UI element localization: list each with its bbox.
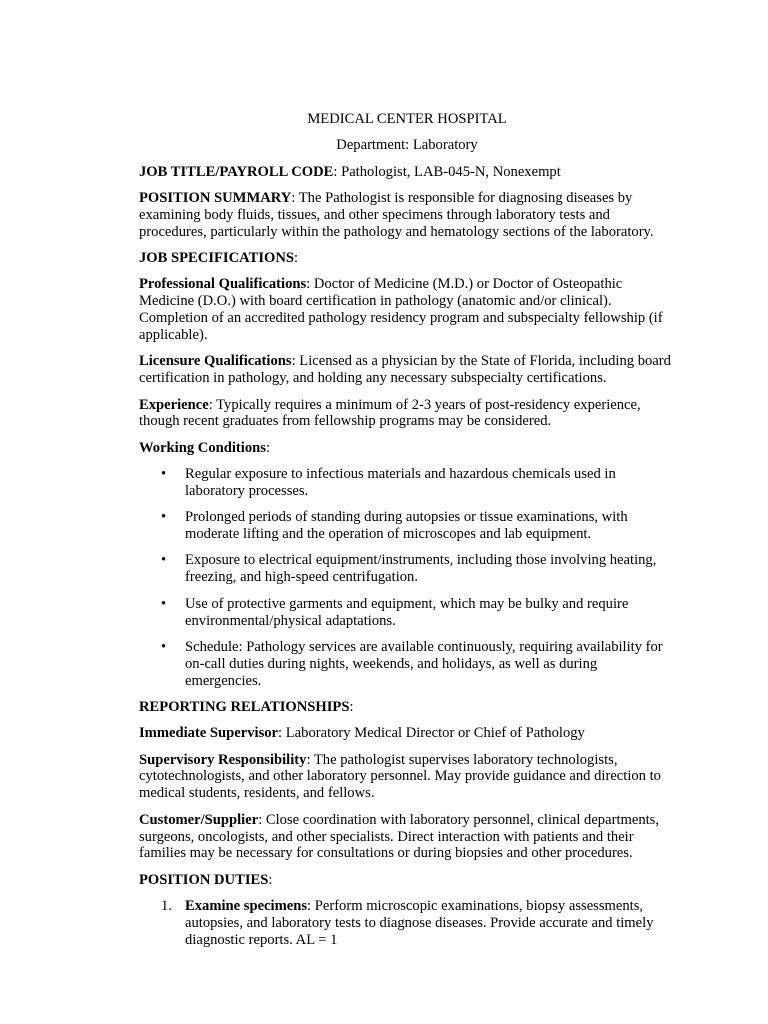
position-summary-label: POSITION SUMMARY <box>139 189 292 206</box>
job-specifications-colon: : <box>294 250 299 266</box>
hospital-name: MEDICAL CENTER HOSPITAL <box>307 111 507 127</box>
position-duties-heading <box>139 872 675 889</box>
experience-paragraph <box>139 397 675 431</box>
list-item-text: Prolonged periods of standing during autopsies or tissue examinations, with moderate lifting and the operation of microscopes and lab equipment. <box>185 509 628 543</box>
position-duties-colon: : <box>268 871 273 888</box>
list-item-text: Exposure to electrical equipment/instruments, including those involving heating, freezing, and high-speed centrifugation. <box>185 552 657 586</box>
bullet-icon: • <box>161 466 167 483</box>
list-item <box>139 639 675 690</box>
department-line: Department: Laboratory <box>336 137 478 154</box>
list-item <box>139 466 675 500</box>
licensure-qualifications-paragraph <box>139 353 675 387</box>
job-title-label: JOB TITLE/PAYROLL CODE <box>139 163 334 180</box>
immediate-supervisor-value: : Laboratory Medical Director or Chief of Pathology <box>278 725 585 742</box>
supervisory-responsibility-value: : The pathologist supervises laboratory technologists, cytotechnologists, and other laboratory personnel. May provide guidance and direction to medical students, residents, and fellows. <box>139 751 661 802</box>
professional-qualifications-value: : Doctor of Medicine (M.D.) or Doctor of Osteopathic Medicine (D.O.) with board certification in pathology (anatomic and/or clinical). Completion of an accredited pathology residency program and subspecialty fellowship (if applicable). <box>139 276 663 344</box>
list-item <box>139 898 675 949</box>
bullet-icon: • <box>161 552 167 569</box>
position-duties-label: POSITION DUTIES <box>139 871 269 888</box>
duty-label: Examine specimens <box>185 898 308 915</box>
working-conditions-heading <box>139 440 675 457</box>
immediate-supervisor-paragraph <box>139 725 675 742</box>
customer-supplier-value: : Close coordination with laboratory personnel, clinical departments, surgeons, oncologists, and other specialists. Direct interaction with patients and their families may be necessary for consultations or during biopsies and other procedures. <box>139 811 660 862</box>
professional-qualifications-label: Professional Qualifications <box>139 276 307 293</box>
reporting-relationships-colon: : <box>349 698 354 715</box>
position-summary-paragraph <box>139 190 675 241</box>
experience-value: : Typically requires a minimum of 2-3 years of post-residency experience, though recent graduates from fellowship programs may be considered. <box>139 396 641 430</box>
list-item <box>139 596 675 630</box>
experience-label: Experience <box>139 396 209 413</box>
customer-supplier-paragraph <box>139 812 675 863</box>
job-specifications-heading <box>139 250 675 267</box>
list-item-text: Regular exposure to infectious materials and hazardous chemicals used in laboratory processes. <box>185 466 616 499</box>
job-title-value: : Pathologist, LAB-045-N, Nonexempt <box>333 163 561 180</box>
reporting-relationships-label: REPORTING RELATIONSHIPS <box>139 698 350 715</box>
working-conditions-label: Working Conditions <box>139 439 266 456</box>
licensure-qualifications-label: Licensure Qualifications <box>139 353 292 370</box>
customer-supplier-label: Customer/Supplier <box>139 811 259 828</box>
list-item-number: 1. <box>161 898 172 915</box>
position-summary-value: : The Pathologist is responsible for diagnosing diseases by examining body fluids, tissues, and other specimens through laboratory tests and procedures, particularly within the pathology and hematology sections of the laboratory. <box>139 189 654 240</box>
list-item-text: Schedule: Pathology services are available continuously, requiring availability for on-call duties during nights, weekends, and holidays, as well as during emergencies. <box>185 638 663 689</box>
immediate-supervisor-label: Immediate Supervisor <box>139 725 279 742</box>
bullet-icon: • <box>161 595 167 612</box>
document-page <box>139 111 675 958</box>
supervisory-responsibility-label: Supervisory Responsibility <box>139 751 307 768</box>
reporting-relationships-heading <box>139 699 675 716</box>
list-item <box>139 552 675 586</box>
list-item-text: Use of protective garments and equipment, which may be bulky and require environmental/physical adaptations. <box>185 595 629 629</box>
job-specifications-label: JOB SPECIFICATIONS <box>139 250 295 266</box>
job-title-paragraph <box>139 164 675 181</box>
professional-qualifications-paragraph <box>139 276 675 344</box>
bullet-icon: • <box>161 509 167 526</box>
working-conditions-list <box>139 466 675 690</box>
licensure-qualifications-value: : Licensed as a physician by the State of Florida, including board certification in pathology, and holding any necessary subspecialty certifications. <box>139 353 671 387</box>
bullet-icon: • <box>161 638 167 655</box>
duty-value: : Perform microscopic examinations, biopsy assessments, autopsies, and laboratory tests to diagnose diseases. Provide accurate and timely diagnostic reports. AL = 1 <box>185 898 654 948</box>
supervisory-responsibility-paragraph <box>139 752 675 803</box>
position-duties-list <box>139 898 675 949</box>
list-item <box>139 509 675 543</box>
working-conditions-colon: : <box>265 439 270 456</box>
